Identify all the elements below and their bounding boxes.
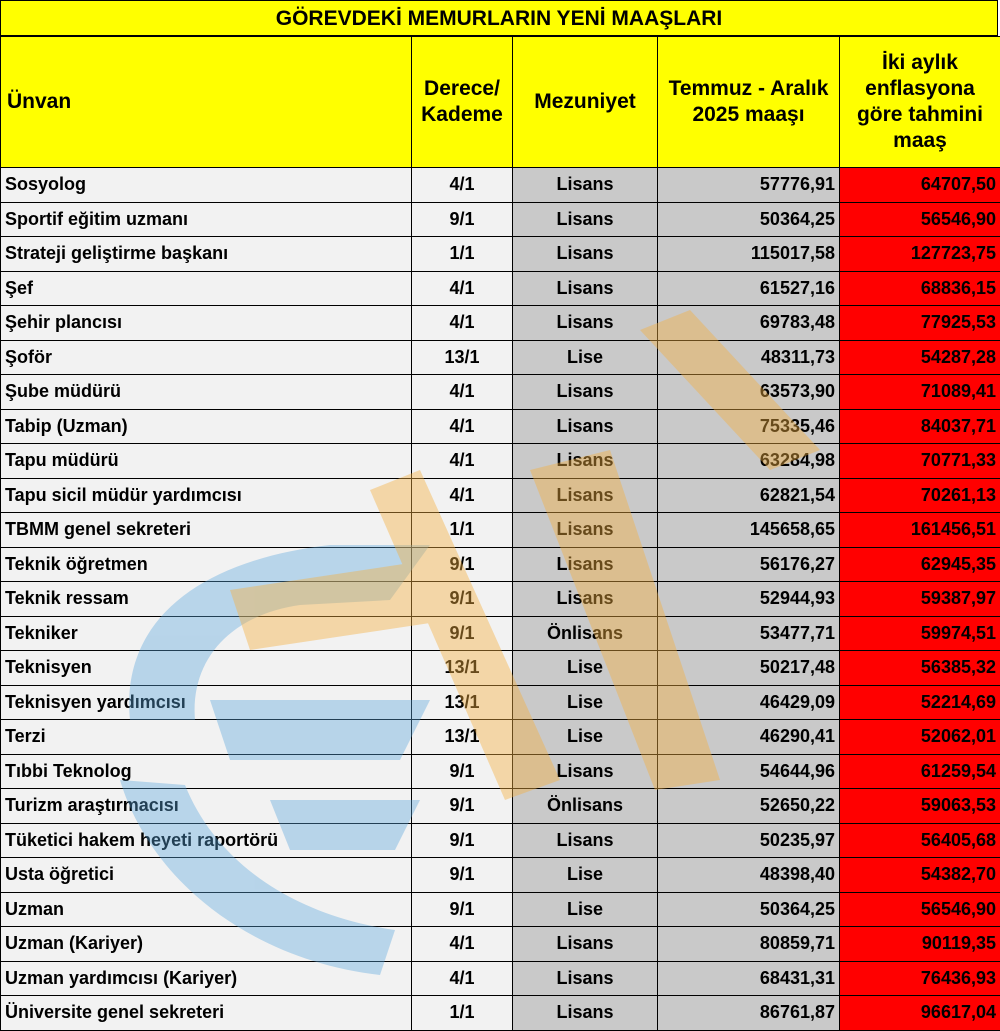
cell-estimated-salary: 70771,33 [840,444,1000,479]
cell-current-salary: 86761,87 [658,996,840,1031]
cell-title: Uzman yardımcısı (Kariyer) [1,961,412,996]
cell-education: Lise [513,685,658,720]
cell-current-salary: 50235,97 [658,823,840,858]
cell-current-salary: 115017,58 [658,237,840,272]
cell-current-salary: 54644,96 [658,754,840,789]
cell-current-salary: 75335,46 [658,409,840,444]
cell-estimated-salary: 62945,35 [840,547,1000,582]
cell-current-salary: 52650,22 [658,789,840,824]
cell-grade: 1/1 [412,996,513,1031]
table-row [1,927,1000,962]
cell-education: Lisans [513,237,658,272]
cell-grade: 1/1 [412,237,513,272]
cell-education: Lisans [513,306,658,341]
cell-title: Terzi [1,720,412,755]
cell-grade: 9/1 [412,823,513,858]
table-row [1,616,1000,651]
cell-grade: 4/1 [412,306,513,341]
table-row [1,306,1000,341]
salary-table [0,36,1000,1031]
cell-grade: 1/1 [412,513,513,548]
cell-current-salary: 50217,48 [658,651,840,686]
table-row [1,444,1000,479]
cell-estimated-salary: 54382,70 [840,858,1000,893]
cell-estimated-salary: 161456,51 [840,513,1000,548]
cell-current-salary: 46429,09 [658,685,840,720]
cell-grade: 4/1 [412,961,513,996]
cell-title: Uzman [1,892,412,927]
cell-grade: 13/1 [412,720,513,755]
table-row [1,340,1000,375]
table-row [1,685,1000,720]
cell-grade: 4/1 [412,168,513,203]
table-row [1,168,1000,203]
col-header-education: Mezuniyet [513,37,658,168]
cell-title: Teknisyen [1,651,412,686]
cell-education: Önlisans [513,616,658,651]
cell-title: Şoför [1,340,412,375]
cell-estimated-salary: 54287,28 [840,340,1000,375]
cell-grade: 9/1 [412,202,513,237]
col-header-grade: Derece/ Kademe [412,37,513,168]
cell-estimated-salary: 59974,51 [840,616,1000,651]
cell-estimated-salary: 77925,53 [840,306,1000,341]
table-row [1,271,1000,306]
cell-grade: 13/1 [412,685,513,720]
cell-education: Lise [513,340,658,375]
cell-current-salary: 48311,73 [658,340,840,375]
cell-title: Şehir plancısı [1,306,412,341]
cell-education: Lisans [513,409,658,444]
cell-education: Lisans [513,754,658,789]
cell-grade: 9/1 [412,789,513,824]
cell-estimated-salary: 52062,01 [840,720,1000,755]
table-row [1,202,1000,237]
cell-title: Tapu müdürü [1,444,412,479]
cell-education: Lisans [513,444,658,479]
cell-current-salary: 53477,71 [658,616,840,651]
cell-grade: 4/1 [412,409,513,444]
cell-grade: 9/1 [412,582,513,617]
cell-title: Sportif eğitim uzmanı [1,202,412,237]
cell-education: Lisans [513,996,658,1031]
cell-education: Lisans [513,927,658,962]
cell-current-salary: 50364,25 [658,202,840,237]
cell-estimated-salary: 56546,90 [840,202,1000,237]
table-row [1,720,1000,755]
cell-title: Usta öğretici [1,858,412,893]
cell-education: Lise [513,651,658,686]
cell-title: Şube müdürü [1,375,412,410]
cell-education: Lise [513,892,658,927]
cell-title: Sosyolog [1,168,412,203]
cell-current-salary: 48398,40 [658,858,840,893]
table-row [1,582,1000,617]
cell-current-salary: 52944,93 [658,582,840,617]
cell-current-salary: 80859,71 [658,927,840,962]
cell-estimated-salary: 76436,93 [840,961,1000,996]
cell-education: Önlisans [513,789,658,824]
cell-education: Lisans [513,513,658,548]
cell-current-salary: 63284,98 [658,444,840,479]
cell-grade: 4/1 [412,271,513,306]
table-row [1,237,1000,272]
cell-estimated-salary: 127723,75 [840,237,1000,272]
cell-grade: 9/1 [412,547,513,582]
cell-grade: 9/1 [412,616,513,651]
table-header-row [1,37,1000,168]
table-row [1,789,1000,824]
cell-estimated-salary: 90119,35 [840,927,1000,962]
cell-grade: 9/1 [412,892,513,927]
cell-estimated-salary: 56546,90 [840,892,1000,927]
cell-estimated-salary: 61259,54 [840,754,1000,789]
cell-current-salary: 62821,54 [658,478,840,513]
table-row [1,996,1000,1031]
cell-estimated-salary: 84037,71 [840,409,1000,444]
cell-estimated-salary: 71089,41 [840,375,1000,410]
cell-education: Lisans [513,961,658,996]
cell-title: Üniversite genel sekreteri [1,996,412,1031]
cell-grade: 13/1 [412,340,513,375]
cell-education: Lisans [513,823,658,858]
cell-grade: 9/1 [412,858,513,893]
col-header-estimated-salary: İki aylık enflasyona göre tahmini maaş [840,37,1000,168]
cell-title: Tapu sicil müdür yardımcısı [1,478,412,513]
table-row [1,961,1000,996]
col-header-title: Ünvan [1,37,412,168]
cell-current-salary: 50364,25 [658,892,840,927]
table-row [1,892,1000,927]
table-row [1,513,1000,548]
cell-title: Teknisyen yardımcısı [1,685,412,720]
table-row [1,858,1000,893]
cell-education: Lise [513,720,658,755]
table-row [1,478,1000,513]
cell-title: Turizm araştırmacısı [1,789,412,824]
cell-title: Teknik öğretmen [1,547,412,582]
cell-estimated-salary: 56385,32 [840,651,1000,686]
cell-grade: 9/1 [412,754,513,789]
cell-title: Uzman (Kariyer) [1,927,412,962]
cell-estimated-salary: 64707,50 [840,168,1000,203]
cell-current-salary: 61527,16 [658,271,840,306]
table-row [1,375,1000,410]
cell-title: Tüketici hakem heyeti raportörü [1,823,412,858]
cell-title: Tekniker [1,616,412,651]
cell-grade: 13/1 [412,651,513,686]
col-header-current-salary: Temmuz - Aralık 2025 maaşı [658,37,840,168]
cell-education: Lisans [513,168,658,203]
cell-estimated-salary: 68836,15 [840,271,1000,306]
cell-title: Tıbbi Teknolog [1,754,412,789]
table-row [1,823,1000,858]
cell-estimated-salary: 59063,53 [840,789,1000,824]
cell-education: Lisans [513,375,658,410]
cell-estimated-salary: 56405,68 [840,823,1000,858]
cell-estimated-salary: 70261,13 [840,478,1000,513]
cell-current-salary: 56176,27 [658,547,840,582]
cell-title: Tabip (Uzman) [1,409,412,444]
cell-title: Teknik ressam [1,582,412,617]
cell-grade: 4/1 [412,927,513,962]
cell-current-salary: 145658,65 [658,513,840,548]
cell-estimated-salary: 59387,97 [840,582,1000,617]
cell-current-salary: 46290,41 [658,720,840,755]
cell-education: Lisans [513,582,658,617]
cell-education: Lisans [513,547,658,582]
table-title: GÖREVDEKİ MEMURLARIN YENİ MAAŞLARI [0,0,998,36]
cell-current-salary: 57776,91 [658,168,840,203]
cell-current-salary: 69783,48 [658,306,840,341]
table-row [1,547,1000,582]
cell-education: Lise [513,858,658,893]
cell-grade: 4/1 [412,478,513,513]
cell-current-salary: 68431,31 [658,961,840,996]
table-row [1,409,1000,444]
cell-current-salary: 63573,90 [658,375,840,410]
cell-title: TBMM genel sekreteri [1,513,412,548]
cell-grade: 4/1 [412,375,513,410]
cell-grade: 4/1 [412,444,513,479]
cell-education: Lisans [513,478,658,513]
cell-title: Strateji geliştirme başkanı [1,237,412,272]
table-row [1,651,1000,686]
cell-education: Lisans [513,202,658,237]
table-row [1,754,1000,789]
cell-estimated-salary: 52214,69 [840,685,1000,720]
cell-title: Şef [1,271,412,306]
cell-estimated-salary: 96617,04 [840,996,1000,1031]
cell-education: Lisans [513,271,658,306]
